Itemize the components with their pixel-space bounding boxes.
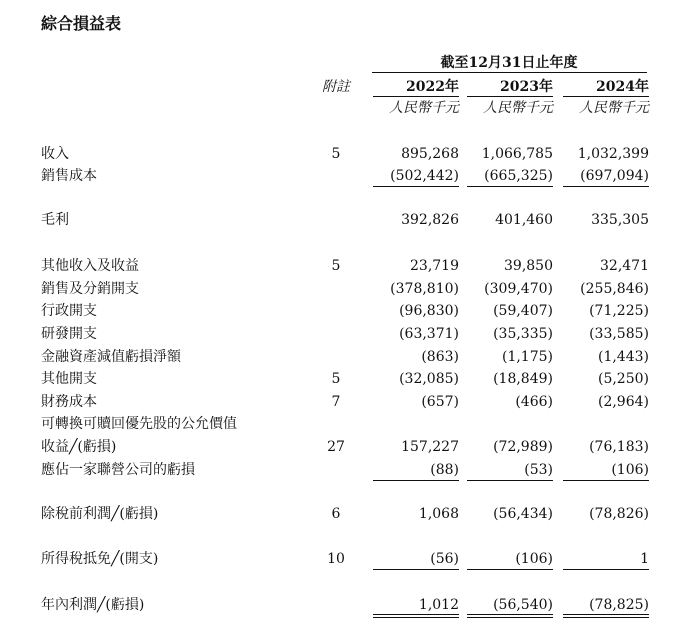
row-value: (18,849) [493,371,553,387]
period-header-rule [372,72,647,73]
row-value: (78,826) [589,506,649,522]
row-note: 27 [327,439,345,455]
row-value: 392,826 [401,212,459,228]
row-note: 5 [331,371,341,387]
row-value: 1,012 [418,597,459,613]
row-note: 5 [331,146,341,162]
total-rule [467,569,553,570]
row-value: (88) [430,462,459,478]
unit-label: 人民幣千元 [483,100,553,116]
row-value: 32,471 [600,258,649,274]
row-value: (96,830) [399,303,459,319]
row-label: 財務成本 [41,394,97,410]
row-note: 7 [331,394,341,410]
row-label: 行政開支 [41,303,97,319]
total-rule [373,569,459,570]
row-value: (35,335) [493,326,553,342]
total-rule [467,186,553,187]
row-value: (32,085) [399,371,459,387]
row-value: (665,325) [484,168,553,184]
row-label: 金融資產減值虧損淨額 [41,349,181,365]
row-label: 其他開支 [41,371,97,387]
total-double-rule [563,617,649,618]
year-header-rule [467,96,553,97]
year-header: 2023年 [500,79,553,95]
row-label: 收益╱(虧損) [41,439,117,455]
row-label: 所得稅抵免╱(開支) [41,551,159,567]
row-value: (72,989) [493,439,553,455]
row-value: 1,068 [418,506,459,522]
row-value: (2,964) [597,394,649,410]
total-rule [563,614,649,615]
row-value: 23,719 [410,258,459,274]
row-label: 應佔一家聯營公司的虧損 [41,462,195,478]
total-rule [467,614,553,615]
row-value: 895,268 [401,146,459,162]
row-value: (106) [515,551,553,567]
total-rule [563,480,649,481]
row-value: (71,225) [589,303,649,319]
row-note: 5 [331,258,341,274]
row-label: 收入 [41,146,69,162]
total-rule [373,480,459,481]
row-value: (502,442) [390,168,459,184]
year-header: 2022年 [406,79,459,95]
row-value: 1,066,785 [481,146,553,162]
row-note: 6 [331,506,341,522]
row-value: (1,175) [501,349,553,365]
total-rule [563,569,649,570]
row-label: 年內利潤╱(虧損) [41,597,145,613]
row-label: 研發開支 [41,326,97,342]
row-value: 335,305 [591,212,649,228]
row-value: (56,434) [493,506,553,522]
row-value: (657) [421,394,459,410]
row-value: 1,032,399 [577,146,649,162]
row-label: 銷售及分銷開支 [41,281,139,297]
row-label: 其他收入及收益 [41,258,139,274]
row-value: (466) [515,394,553,410]
row-value: (56) [430,551,459,567]
year-header-rule [563,96,649,97]
row-value: (255,846) [580,281,649,297]
year-header: 2024年 [596,79,649,95]
note-column-header: 附註 [322,79,350,95]
row-value: (56,540) [493,597,553,613]
row-value: (5,250) [597,371,649,387]
total-double-rule [373,617,459,618]
row-value: (76,183) [589,439,649,455]
statement-title: 綜合損益表 [41,14,122,33]
row-value: 1 [640,551,649,567]
year-header-rule [373,96,459,97]
row-value: (53) [524,462,553,478]
row-value: (33,585) [589,326,649,342]
total-rule [467,480,553,481]
row-label: 除稅前利潤╱(虧損) [41,506,159,522]
total-rule [373,186,459,187]
row-value: (78,825) [589,597,649,613]
total-rule [563,186,649,187]
row-value: (106) [611,462,649,478]
row-label: 可轉換可贖回優先股的公允價值 [41,416,237,432]
row-value: (63,371) [399,326,459,342]
row-label: 毛利 [41,212,69,228]
total-double-rule [467,617,553,618]
row-value: (59,407) [493,303,553,319]
period-header: 截至12月31日止年度 [440,55,578,71]
row-label: 銷售成本 [41,168,97,184]
row-value: (863) [421,349,459,365]
row-value: (309,470) [484,281,553,297]
unit-label: 人民幣千元 [579,100,649,116]
row-value: 401,460 [495,212,553,228]
row-value: 39,850 [504,258,553,274]
total-rule [373,614,459,615]
row-value: 157,227 [401,439,459,455]
row-value: (697,094) [580,168,649,184]
row-value: (378,810) [390,281,459,297]
row-note: 10 [327,551,345,567]
unit-label: 人民幣千元 [389,100,459,116]
row-value: (1,443) [597,349,649,365]
